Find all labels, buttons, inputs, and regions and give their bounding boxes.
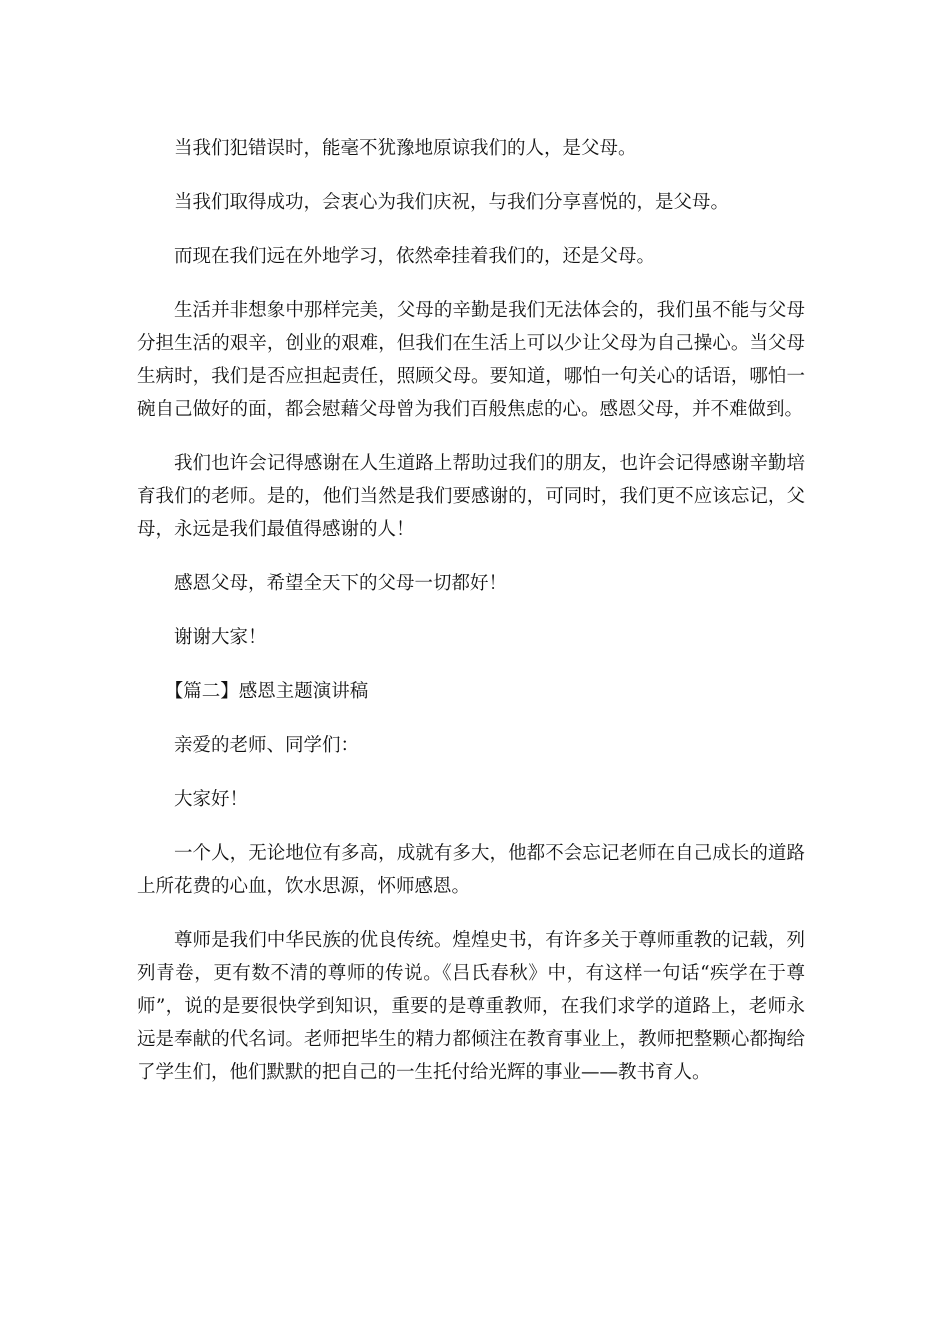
paragraph: 尊师是我们中华民族的优良传统。煌煌史书，有许多关于尊师重教的记载，列列青卷，更有数不清的尊师的传说。《吕氏春秋》中，有这样一句话“疾学在于尊师”，说的是要很快学到知识，重要的是尊重教师，在我们求学的道路上，老师永远是奉献的代名词。老师把毕生的精力都倾注在教育事业上，教师把整颗心都掏给了学生们，他们默默的把自己的一生托付给光辉的事业——教书育人。 bbox=[137, 930, 805, 1083]
paragraph: 当我们取得成功，会衷心为我们庆祝，与我们分享喜悦的，是父母。 bbox=[174, 192, 730, 213]
paragraph: 而现在我们远在外地学习，依然牵挂着我们的，还是父母。 bbox=[174, 246, 656, 267]
section-heading: 【篇二】感恩主题演讲稿 bbox=[164, 681, 369, 702]
paragraph: 一个人，无论地位有多高，成就有多大，他都不会忘记老师在自己成长的道路上所花费的心血，饮水思源，怀师感恩。 bbox=[137, 843, 805, 897]
paragraph: 当我们犯错误时，能毫不犹豫地原谅我们的人，是父母。 bbox=[174, 138, 637, 159]
paragraph: 生活并非想象中那样完美，父母的辛勤是我们无法体会的，我们虽不能与父母分担生活的艰辛，创业的艰难，但我们在生活上可以少让父母为自己操心。当父母生病时，我们是否应担起责任，照顾父母。要知道，哪怕一句关心的话语，哪怕一碗自己做好的面，都会慰藉父母曾为我们百般焦虑的心。感恩父母，并不难做到。 bbox=[137, 300, 805, 420]
paragraph: 我们也许会记得感谢在人生道路上帮助过我们的朋友，也许会记得感谢辛勤培育我们的老师。是的，他们当然是我们要感谢的，可同时，我们更不应该忘记，父母，永远是我们最值得感谢的人！ bbox=[137, 453, 805, 540]
document-body bbox=[137, 132, 805, 1089]
paragraph: 谢谢大家！ bbox=[174, 627, 267, 648]
salutation: 亲爱的老师、同学们： bbox=[174, 735, 360, 756]
paragraph: 感恩父母，希望全天下的父母一切都好！ bbox=[174, 573, 508, 594]
greeting: 大家好！ bbox=[174, 789, 249, 810]
